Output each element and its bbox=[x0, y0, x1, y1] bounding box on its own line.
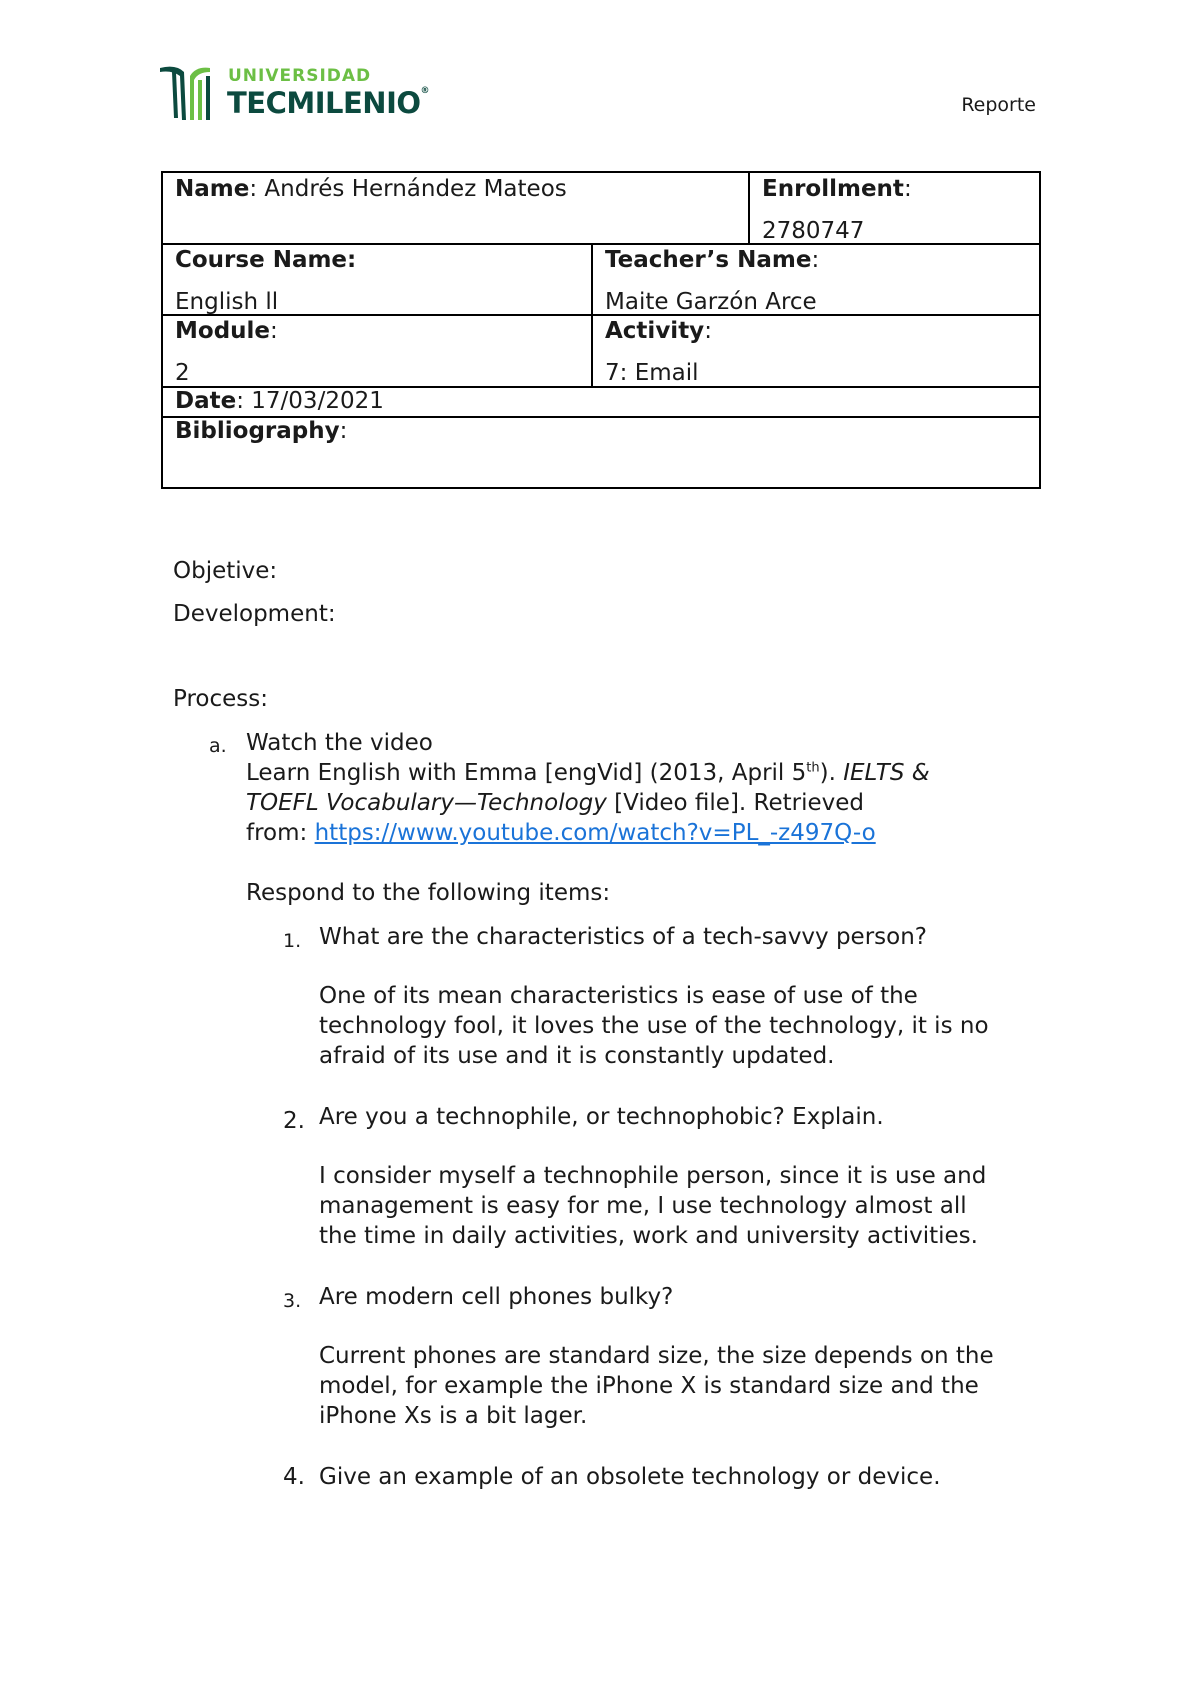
question-1-block bbox=[319, 922, 1059, 1071]
question-2-text: Are you a technophile, or technophobic? Explain. bbox=[319, 1104, 884, 1130]
module-value: 2 bbox=[175, 360, 190, 386]
step-a-block bbox=[246, 728, 1026, 848]
teacher-label: Teacher’s Name bbox=[605, 247, 812, 273]
step-a-title: Watch the video bbox=[246, 730, 433, 756]
development-heading: Development: bbox=[173, 601, 336, 627]
logo-text-tecmilenio: TECMILENIO® bbox=[227, 86, 430, 120]
date-cell: Date: 17/03/2021 bbox=[175, 388, 384, 414]
question-2-block bbox=[319, 1102, 1059, 1251]
question-4-marker: 4. bbox=[283, 1464, 305, 1490]
date-value: 17/03/2021 bbox=[251, 388, 384, 414]
enrollment-value: 2780747 bbox=[762, 218, 865, 244]
citation-line2: TOEFL Vocabulary—Technology [Video file]. Retrieved bbox=[246, 790, 865, 816]
question-3-block bbox=[319, 1282, 1059, 1431]
step-a-marker: a. bbox=[209, 735, 227, 757]
answer-3-text: Current phones are standard size, the size depends on the model, for example the iPhone X is standard size and the iPhone Xs is a bit lager. bbox=[319, 1343, 994, 1429]
question-3-text: Are modern cell phones bulky? bbox=[319, 1284, 674, 1310]
name-label: Name bbox=[175, 176, 250, 202]
bibliography-cell: Bibliography: bbox=[175, 418, 348, 444]
answer-2-text: I consider myself a technophile person, since it is use and management is easy for me, I use technology almost all the time in daily activities, work and university activities. bbox=[319, 1163, 987, 1249]
date-label: Date bbox=[175, 388, 237, 414]
question-4-block bbox=[319, 1462, 1059, 1492]
question-2-marker: 2. bbox=[283, 1108, 305, 1134]
student-info-table bbox=[161, 171, 1041, 489]
answer-1-text: One of its mean characteristics is ease of use of the technology fool, it loves the use of the technology, it is no afraid of its use and it is constantly updated. bbox=[319, 983, 989, 1069]
logo-mark-icon bbox=[158, 62, 222, 124]
question-4-text: Give an example of an obsolete technology or device. bbox=[319, 1464, 941, 1490]
question-3-marker: 3. bbox=[283, 1290, 302, 1312]
name-value: Andrés Hernández Mateos bbox=[264, 176, 567, 202]
course-value: English ll bbox=[175, 289, 279, 315]
process-heading: Process: bbox=[173, 686, 268, 712]
activity-cell: Activity: 7: Email bbox=[593, 315, 1041, 388]
module-cell: Module: 2 bbox=[163, 315, 591, 388]
activity-label: Activity bbox=[605, 318, 705, 344]
teacher-cell: Teacher’s Name: Maite Garzón Arce bbox=[593, 244, 1041, 317]
question-1-marker: 1. bbox=[283, 930, 302, 952]
respond-instruction: Respond to the following items: bbox=[246, 880, 611, 906]
university-logo bbox=[158, 62, 458, 124]
course-cell bbox=[163, 244, 591, 317]
citation-line1: Learn English with Emma [engVid] (2013, April 5th). IELTS & bbox=[246, 760, 930, 786]
bibliography-label: Bibliography bbox=[175, 418, 340, 444]
module-label: Module bbox=[175, 318, 271, 344]
report-label: Reporte bbox=[961, 94, 1036, 116]
activity-value: 7: Email bbox=[605, 360, 699, 386]
objective-heading: Objetive: bbox=[173, 558, 278, 584]
question-1-text: What are the characteristics of a tech-savvy person? bbox=[319, 924, 928, 950]
logo-text-universidad: UNIVERSIDAD bbox=[228, 66, 372, 86]
citation-line3: from: https://www.youtube.com/watch?v=PL_-z497Q-o bbox=[246, 820, 876, 846]
course-label: Course Name: bbox=[175, 247, 357, 273]
video-link[interactable]: https://www.youtube.com/watch?v=PL_-z497Q-o bbox=[314, 820, 876, 846]
name-cell: Name: Andrés Hernández Mateos bbox=[175, 176, 567, 202]
enrollment-cell: Enrollment: 2780747 bbox=[750, 173, 1040, 246]
teacher-value: Maite Garzón Arce bbox=[605, 289, 817, 315]
enrollment-label: Enrollment bbox=[762, 176, 904, 202]
